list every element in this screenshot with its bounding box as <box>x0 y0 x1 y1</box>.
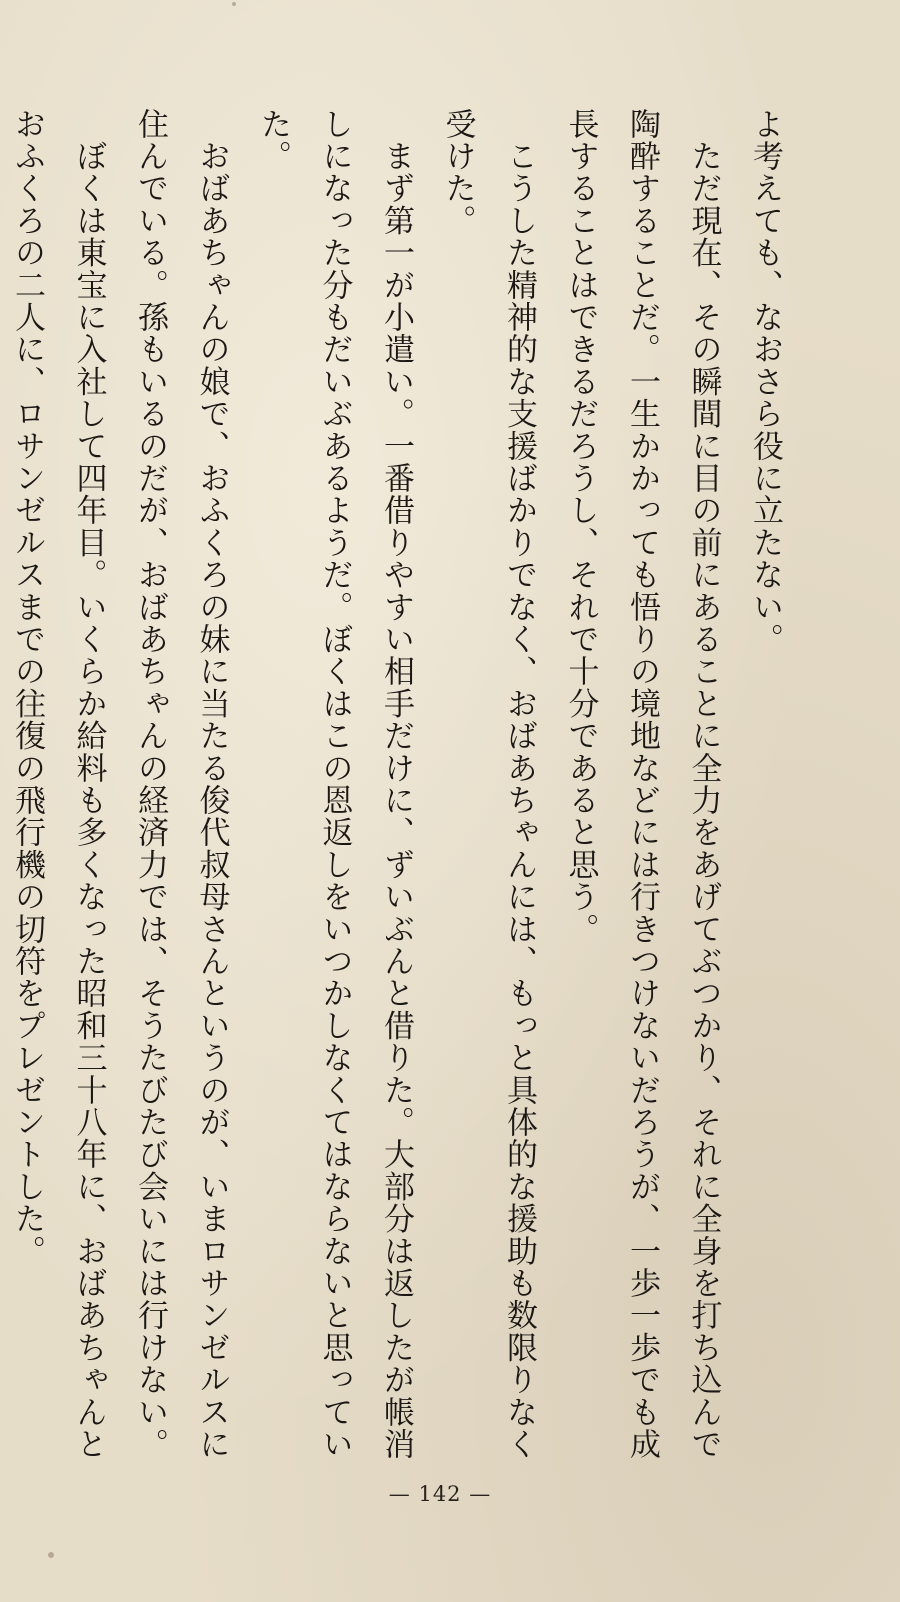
text-line-10: おばあちゃんの娘で、おふくろの妹に当たる俊代叔母さんというのが、いまロサンゼルスに <box>193 108 230 1461</box>
text-line-3: 陶酔することだ。一生かかっても悟りの境地などには行きつけないだろうが、一歩一歩でも成 <box>624 108 660 1461</box>
text-line-5: こうした精神的な支援ばかりでなく、おばあちゃんには、もっと具体的な援助も数限りなく <box>501 108 537 1461</box>
paper-speck <box>48 1552 54 1558</box>
text-line-4: 長することはできるだろうし、それで十分であると思う。 <box>562 108 599 946</box>
text-line-12: ぼくは東宝に入社して四年目。いくらか給料も多くなった昭和三十八年に、おばあちゃんと <box>70 108 107 1461</box>
text-line-13: おふくろの二人に、ロサンゼルスまでの往復の飛行機の切符をプレゼントした。 <box>9 108 45 1268</box>
text-line-2: ただ現在、その瞬間に目の前にあることに全力をあげてぶつかり、それに全身を打ち込んで <box>685 108 722 1461</box>
text-line-6: 受けた。 <box>439 108 476 237</box>
page-number: — 142 — <box>388 1482 492 1506</box>
body-text <box>9 108 795 1461</box>
text-line-7: まず第一が小遣い。一番借りやすい相手だけに、ずいぶんと借りた。大部分は返したが帳消 <box>378 108 414 1461</box>
text-line-11: 住んでいる。孫もいるのだが、おばあちゃんの経済力では、そうたびたび会いには行けない。 <box>132 108 168 1461</box>
text-line-8: しになった分もだいぶあるようだ。ぼくはこの恩返しをいつかしなくてはならないと思ってい <box>316 108 353 1461</box>
text-line-9: た。 <box>255 108 291 173</box>
paper-speck <box>232 2 236 6</box>
text-line-1: よ考えても、なおさら役に立たない。 <box>747 108 783 656</box>
